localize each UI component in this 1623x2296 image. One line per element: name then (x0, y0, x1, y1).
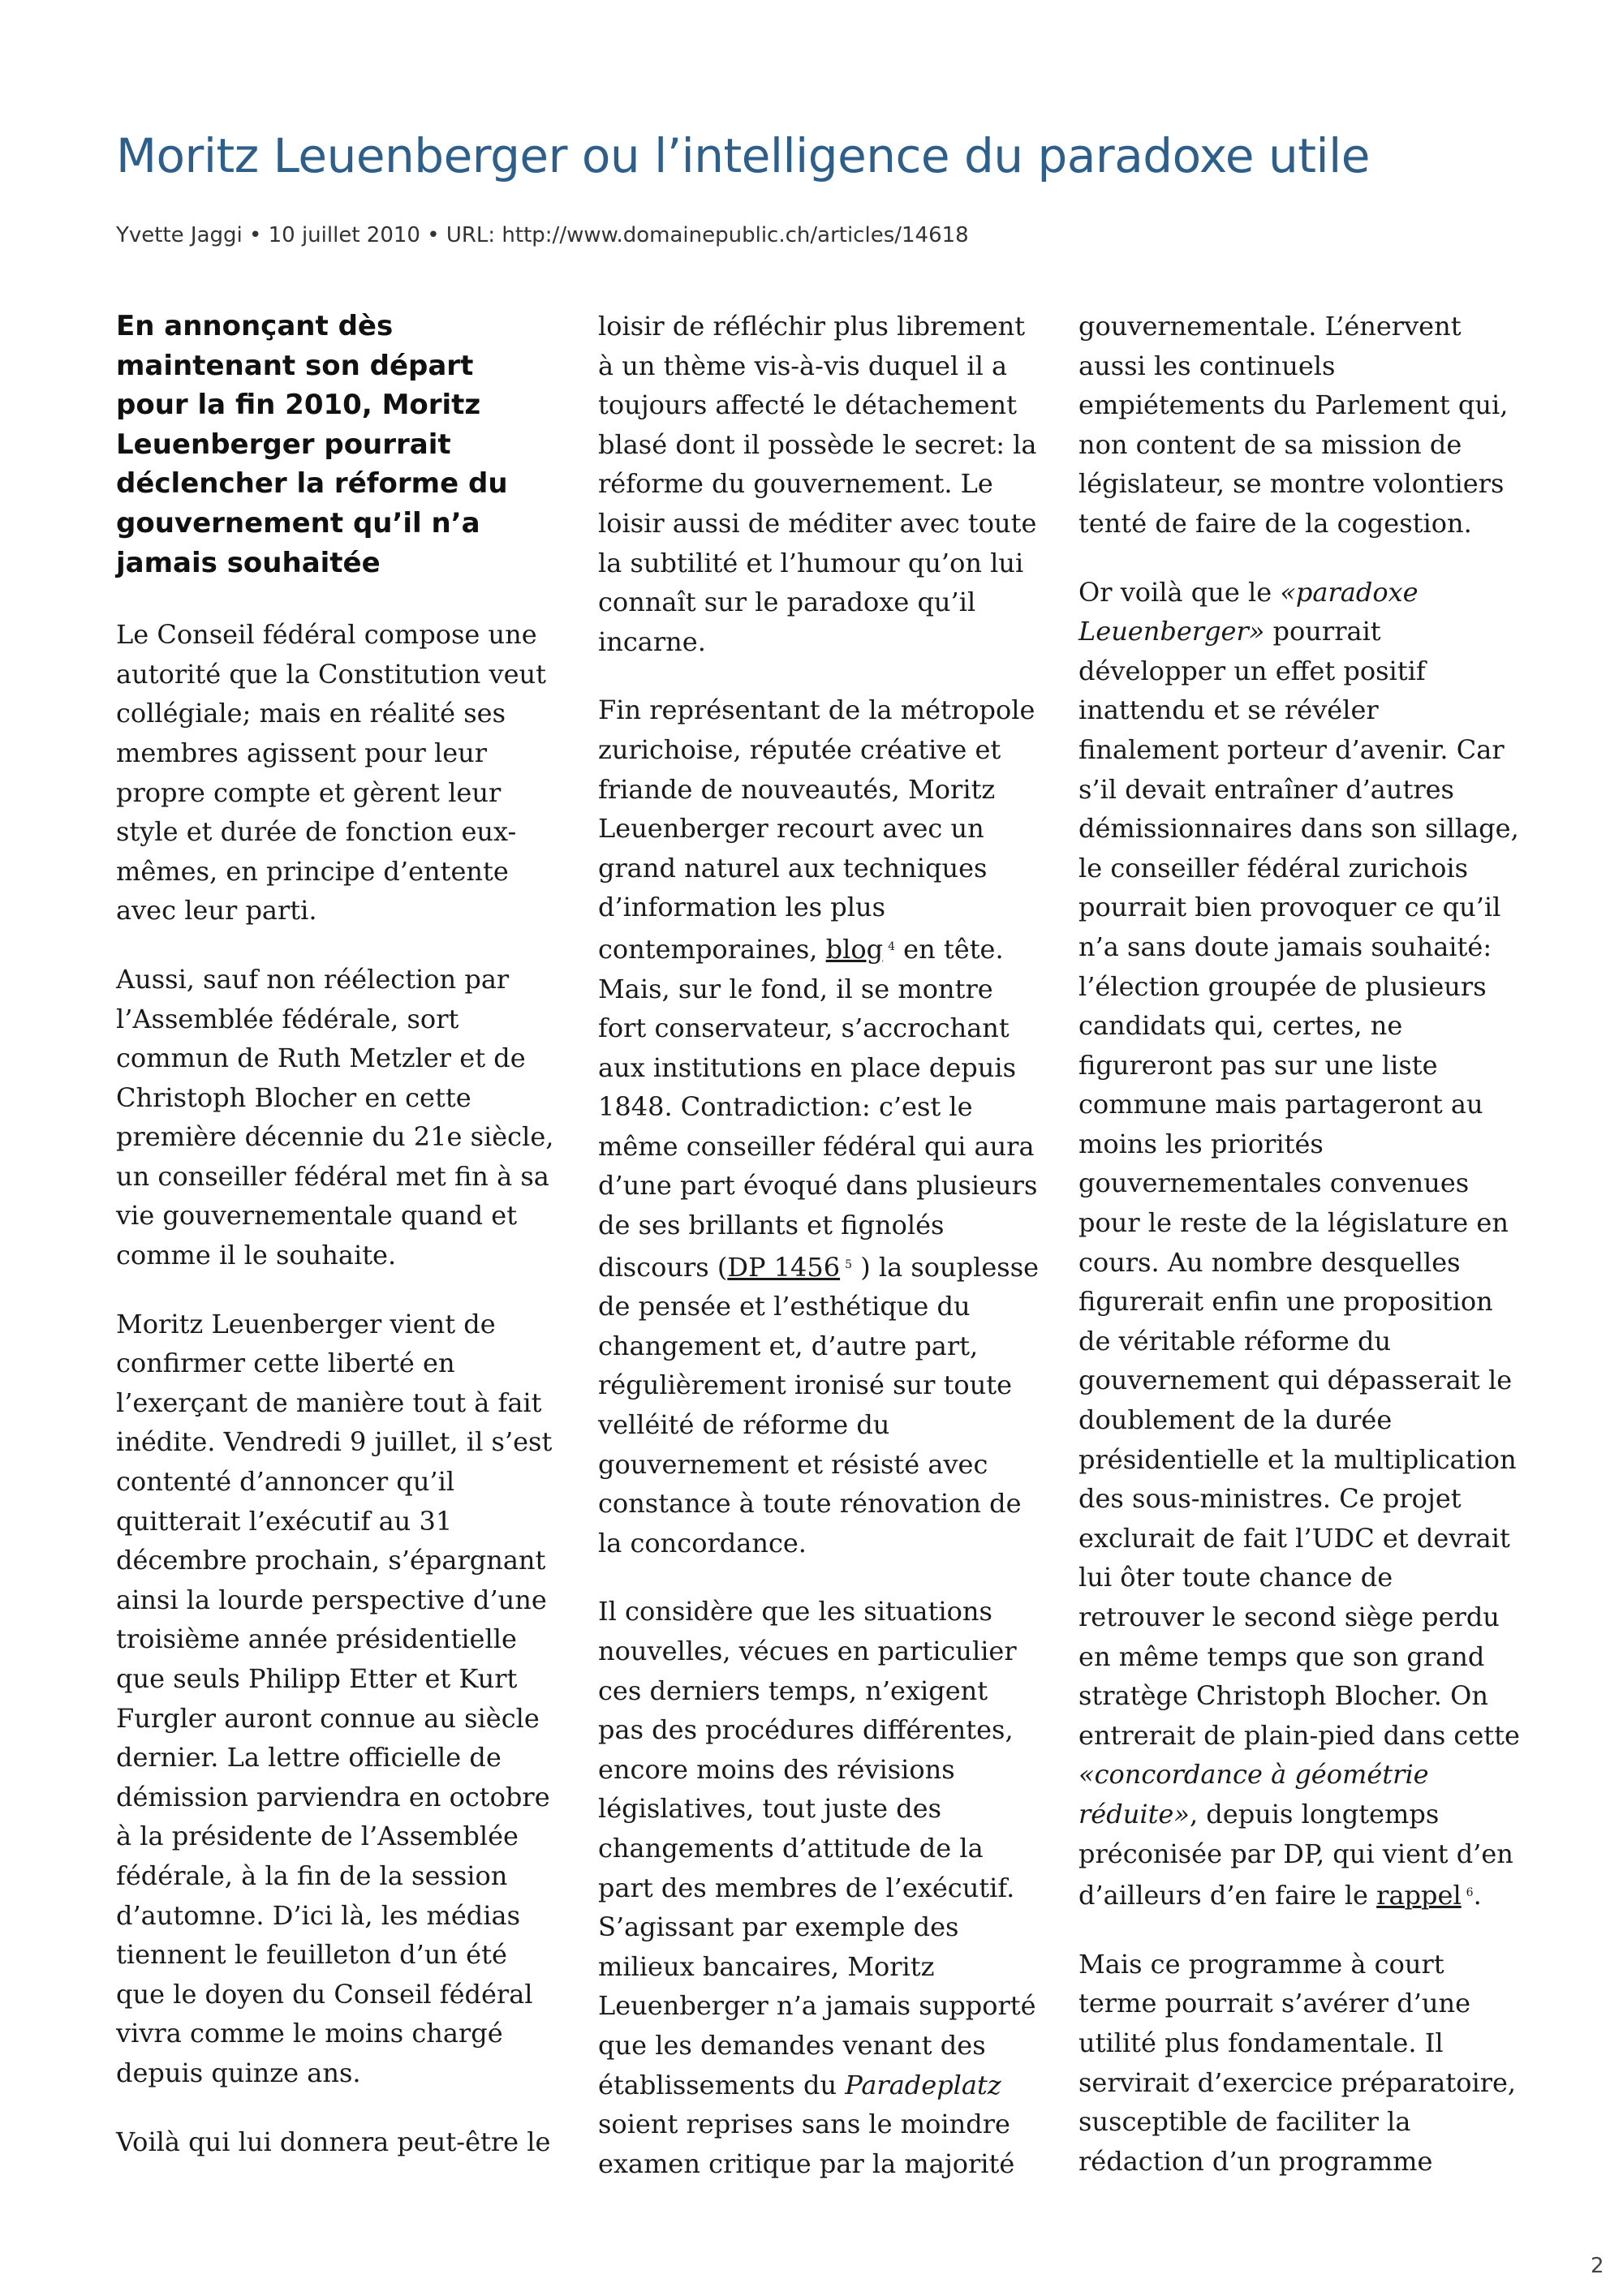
rappel-link[interactable]: rappel (1376, 1880, 1462, 1911)
footnote-ref[interactable]: 5 (845, 1258, 853, 1271)
text-run: Il considère que les situations nouvelles, vécues en particulier ces derniers temps, n’exigent pas des procédures différentes, encore moins des révisions législatives, tout juste des changements d’attitude de la part des membres de l’exécutif. S’agissant par exemple des milieux bancaires, Moritz Leuenberger n’a jamais supporté que les demandes venant des établissements du (598, 1596, 1036, 2100)
text-run: , depuis longtemps préconisée par DP, qui vient d’en d’ailleurs d’en faire le (1078, 1798, 1513, 1911)
paragraph: Le Conseil fédéral compose une autorité que la Constitution veut collégiale; mais en réalité ses membres agissent pour leur propre compte et gèrent leur style et durée de fonction eux-mêmes, en principe d’entente avec leur parti. (116, 619, 546, 927)
paragraph: Voilà qui lui donnera peut-être le (116, 2126, 551, 2157)
article-lead: En annonçant dès maintenant son départ pour la fin 2010, Moritz Leuenberger pourrait déclencher la réforme du gouvernement qu’il n’a jamais souhaitée (116, 310, 508, 579)
paragraph: Moritz Leuenberger vient de confirmer cette liberté en l’exerçant de manière tout à fait inédite. Vendredi 9 juillet, il s’est contenté d’annoncer qu’il quitterait l’exécutif au 31 décembre prochain, s’épargnant ainsi la lourde perspective d’une troisième année présidentielle que seuls Philipp Etter et Kurt Furgler auront connue au siècle dernier. La lettre officielle de démission parviendra en octobre à la présidente de l’Assemblée fédérale, à la fin de la session d’automne. D’ici là, les médias tiennent le feuilleton d’un été que le doyen du Conseil fédéral vivra comme le moins chargé depuis quinze ans. (116, 1308, 553, 2088)
paragraph (1078, 573, 1521, 1915)
paragraph: Aussi, sauf non réélection par l’Assemblée fédérale, sort commun de Ruth Metzler et de Christoph Blocher en cette première décennie du 21e siècle, un conseiller fédéral met fin à sa vie gouvernementale quand et comme il le souhaite. (116, 963, 554, 1271)
column-3 (1078, 307, 1521, 2181)
paragraph: gouvernementale. L’énervent aussi les continuels empiétements du Parlement qui, non content de sa mission de législateur, se montre volontiers tenté de faire de la cogestion. (1078, 311, 1509, 539)
text-run: . (1473, 1880, 1482, 1911)
article-meta: Yvette Jaggi • 10 juillet 2010 • URL: http://www.domainepublic.ch/articles/14618 (116, 223, 969, 247)
footnote-ref[interactable]: 4 (888, 939, 895, 953)
blog-link[interactable]: blog (825, 933, 884, 965)
column-2 (598, 307, 1040, 2183)
paragraph (598, 690, 1040, 1563)
paragraph: loisir de réfléchir plus librement à un thème vis-à-vis duquel il a toujours affecté le détachement blasé dont il possède le secret: la réforme du gouvernement. Le loisir aussi de méditer avec toute la subtilité et l’humour qu’on lui connaît sur le paradoxe qu’il incarne. (598, 311, 1037, 657)
text-run: pourrait développer un effet positif inattendu et se révéler finalement porteur d’avenir. Car s’il devait entraîner d’autres démissionnaires dans son sillage, le conseiller fédéral zurichois pourrait bien provoquer ce qu’il n’a sans doute jamais souhaité: l’élection groupée de plusieurs candidats qui, certes, ne figureront pas sur une liste commune mais partageront au moins les priorités gouvernementales convenues pour le reste de la législature en cours. Au nombre desquelles figurerait enfin une proposition de véritable réforme du gouvernement qui dépasserait le doublement de la durée présidentielle et la multiplication des sous-ministres. Ce projet exclurait de fait l’UDC et devrait lui ôter toute chance de retrouver le second siège perdu en même temps que son grand stratège Christoph Blocher. On entrerait de plain-pied dans cette (1078, 616, 1520, 1751)
text-run: en tête. Mais, sur le fond, il se montre fort conservateur, s’accrochant aux institutions en place depuis 1848. Contradiction: c’est le même conseiller fédéral qui aura d’une part évoqué dans plusieurs de ses brillants et fignolés discours ( (598, 933, 1038, 1283)
text-run: Or voilà que le (1078, 576, 1272, 608)
column-1 (116, 307, 554, 2161)
dp-1456-link[interactable]: DP 1456 (727, 1251, 841, 1283)
emphasis: «paradoxe Leuenberger» (1078, 576, 1419, 647)
footnote-ref[interactable]: 6 (1466, 1886, 1474, 1900)
page-number: 2 (1591, 2254, 1604, 2278)
article-title: Moritz Leuenberger ou l’intelligence du paradoxe utile (116, 128, 1370, 183)
emphasis: «concordance à géométrie réduite» (1078, 1759, 1429, 1829)
text-run: soient reprises sans le moindre examen critique par la majorité (598, 2109, 1015, 2179)
emphasis: Paradeplatz (845, 2069, 1001, 2100)
text-run: Fin représentant de la métropole zurichoise, réputée créative et friande de nouveautés, Moritz Leuenberger recourt avec un grand naturel aux techniques d’information les plus contemporaines, (598, 694, 1035, 965)
paragraph (598, 1592, 1040, 2183)
text-run: ) la souplesse de pensée et l’esthétique du changement et, d’autre part, régulièrement ironisé sur toute velléité de réforme du gouvernement et résisté avec constance à toute rénovation de la concordance. (598, 1251, 1040, 1559)
paragraph: Mais ce programme à court terme pourrait s’avérer d’une utilité plus fondamentale. Il servirait d’exercice préparatoire, susceptible de faciliter la rédaction d’un programme (1078, 1948, 1517, 2177)
